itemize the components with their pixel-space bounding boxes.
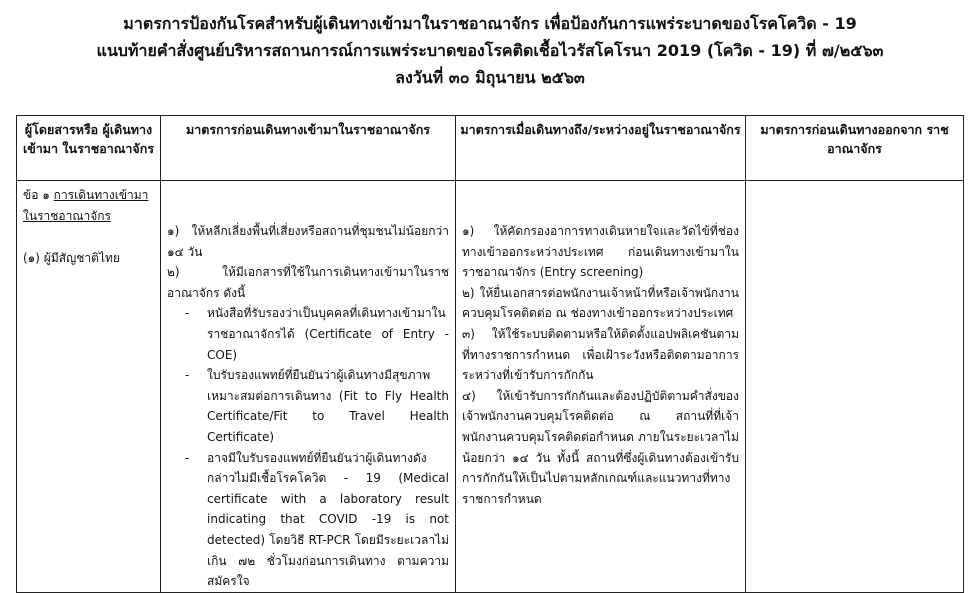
before-entry-cell <box>161 181 456 593</box>
section-heading <box>23 185 154 226</box>
traveller-cell <box>17 181 161 593</box>
column-header-before-entry: มาตรการก่อนเดินทางเข้ามาในราชอาณาจักร <box>161 116 456 181</box>
section-label: ข้อ ๑ <box>23 188 50 202</box>
dash-bullet: - <box>185 306 190 321</box>
column-header-traveller: ผู้โดยสารหรือ ผู้เดินทางเข้ามา ในราชอาณาจักร <box>17 116 161 181</box>
header-title-line: มาตรการป้องกันโรคสำหรับผู้เดินทางเข้ามาในราชอาณาจักร เพื่อป้องกันการแพร่ระบาดของโรคโควิด - 19 <box>123 14 857 33</box>
column-header-before-departure: มาตรการก่อนเดินทางออกจาก ราชอาณาจักร <box>746 116 964 181</box>
table-header-row <box>17 116 964 181</box>
traveller-group-label: (๑) ผู้มีสัญชาติไทย <box>23 251 120 266</box>
dash-bullet: - <box>185 368 190 383</box>
column-header-on-arrival: มาตรการเมื่อเดินทางถึง/ระหว่างอยู่ในราชอาณาจักร <box>456 116 746 181</box>
section-title: การเดินทางเข้ามาในราชอาณาจักร <box>23 188 149 223</box>
list-item <box>185 448 449 592</box>
list-item-text: อาจมีใบรับรองแพทย์ที่ยืนยันว่าผู้เดินทางดังกล่าวไม่มีเชื้อโรคโควิด - 19 (Medical certificate with a laboratory result indicating that COVID -19 is not detected) โดยวิธี RT-PCR โดยมีระยะเวลาไม่เกิน ๗๒ ชั่วโมงก่อนการเดินทาง ตามความสมัครใจ <box>207 450 449 589</box>
document-list <box>167 303 449 591</box>
list-item-text: ใบรับรองแพทย์ที่ยืนยันว่าผู้เดินทางมีสุขภาพเหมาะสมต่อการเดินทาง (Fit to Fly Health Certificate/Fit to Travel Health Certificate) <box>207 368 449 444</box>
on-arrival-cell <box>456 181 746 593</box>
before-entry-item-2: ๒) ให้มีเอกสารที่ใช้ในการเดินทางเข้ามาในราชอาณาจักร ดังนี้ <box>167 265 449 300</box>
before-departure-cell <box>746 181 964 593</box>
on-arrival-item-2: ๒) ให้ยื่นเอกสารต่อพนักงานเจ้าหน้าที่หรือเจ้าพนักงานควบคุมโรคติดต่อ ณ ช่องทางเข้าออกระหว่างประเทศ <box>462 285 739 321</box>
on-arrival-item-1: ๑) ให้คัดกรองอาการทางเดินหายใจและวัดไข้ที่ช่องทางเข้าออกระหว่างประเทศ ก่อนเดินทางเข้ามาในราชอาณาจักร (Entry screening) <box>462 224 739 280</box>
on-arrival-item-4: ๔) ให้เข้ารับการกักกันและต้องปฏิบัติตามคำสั่งของเจ้าพนักงานควบคุมโรคติดต่อ ณ สถานที่ที่เจ้าพนักงานควบคุมโรคติดต่อกำหนด ภายในระยะเวลาไม่น้อยกว่า ๑๔ วัน ทั้งนี้ สถานที่ซึ่งผู้เดินทางต้องเข้ารับการกักกันให้เป็นไปตามหลักเกณฑ์และแนวทางที่ทางราชการกำหนด <box>462 388 739 506</box>
header-date-line: ลงวันที่ ๓๐ มิถุนายน ๒๕๖๓ <box>395 68 585 87</box>
list-item <box>185 365 449 447</box>
before-entry-item-1: ๑) ให้หลีกเลี่ยงพื้นที่เสี่ยงหรือสถานที่ชุมชนไม่น้อยกว่า ๑๔ วัน <box>167 224 449 259</box>
document-header <box>0 10 980 91</box>
table-row <box>17 181 964 593</box>
on-arrival-item-3: ๓) ให้ใช้ระบบติดตามหรือให้ติดตั้งแอปพลิเคชันตามที่ทางราชการกำหนด เพื่อเฝ้าระวังหรือติดตามอาการระหว่างที่เข้ารับการกักกัน <box>462 326 739 383</box>
list-item-text: หนังสือที่รับรองว่าเป็นบุคคลที่เดินทางเข้ามาในราชอาณาจักรได้ (Certificate of Entry - COE) <box>207 306 449 362</box>
header-order-line: แนบท้ายคำสั่งศูนย์บริหารสถานการณ์การแพร่ระบาดของโรคติดเชื้อไวรัสโคโรนา 2019 (โควิด - 19) ที่ ๗/๒๕๖๓ <box>96 41 884 60</box>
dash-bullet: - <box>185 450 190 465</box>
measures-table <box>16 115 964 593</box>
list-item <box>185 303 449 365</box>
